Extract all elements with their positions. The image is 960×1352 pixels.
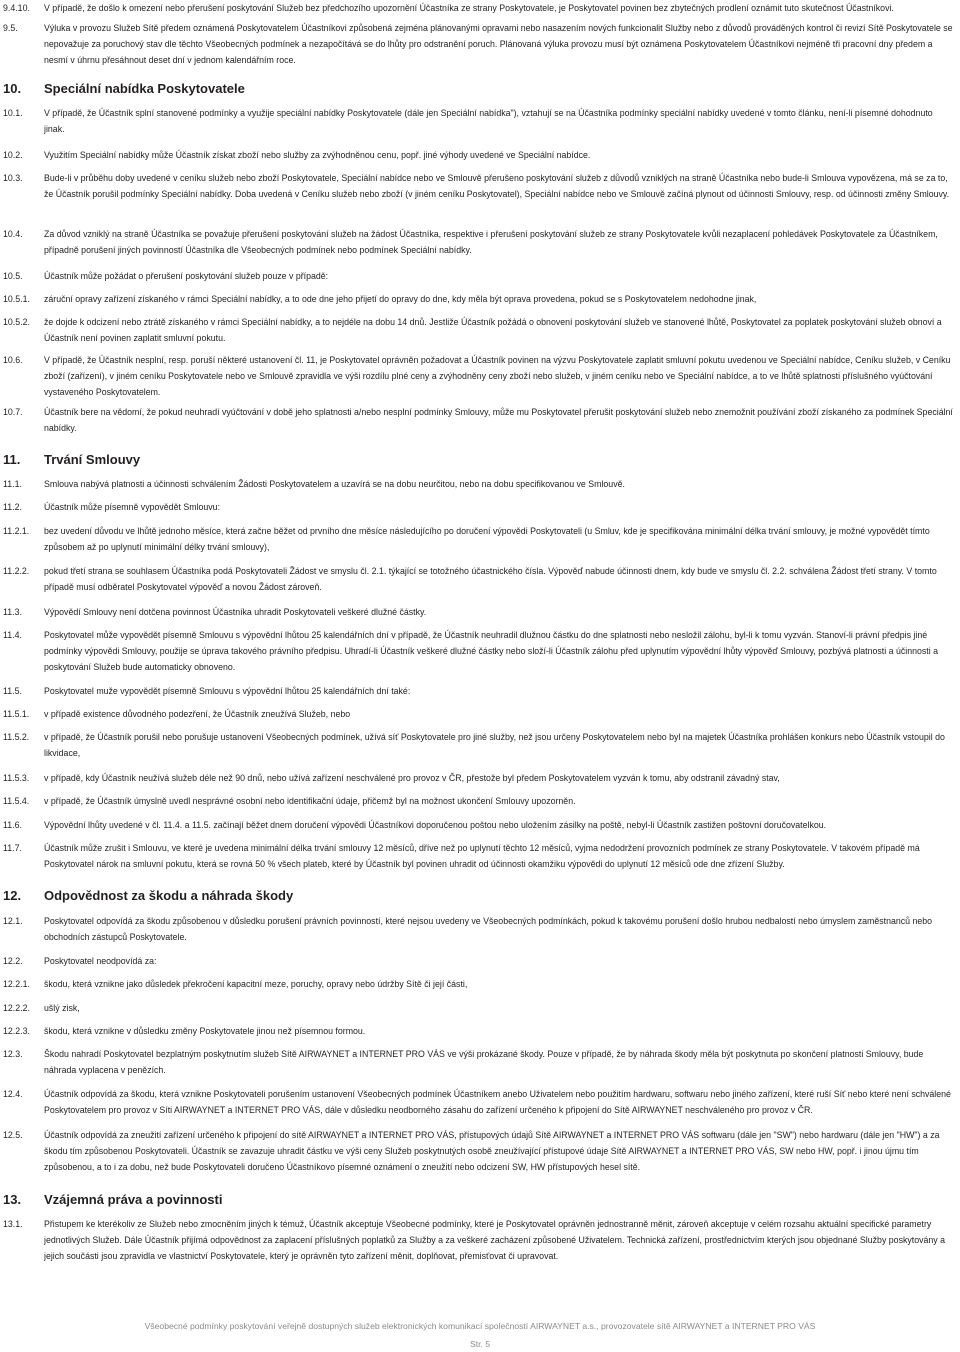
clause-text: Výpovědí Smlouvy není dotčena povinnost Účastníka uhradit Poskytovateli veškeré dlužné částky.	[44, 607, 427, 617]
clause-text: Výluka v provozu Služeb Sítě předem oznámená Poskytovatelem Účastníkovi způsobená zejména plánovanými opravami nebo nasazením nových funkcionalit Služby nebo z důvodů prováděných kontrol či revizí Sítě Poskytovatele se nepovažuje za poruchový stav dle těchto Všeobecných podmínek a nezapočítává se do lhůty pro odstranění poruch. Plánovaná výluka provozu musí být oznámena Poskytovatelem Účastníkovi nejméně tři pracovní dny předem a nesmí v úhrnu přesáhnout deset dní v jednom kalendářním roce.	[44, 23, 953, 65]
clause-text: Poskytovatel odpovídá za škodu způsobenou v důsledku porušení právních povinností, které nejsou uvedeny ve Všeobecných podmínkách, pokud k takovému porušení došlo hrubou nedbalostí nebo úmyslem zaměstnanců nebo obchodních zástupců Poskytovatele.	[44, 916, 933, 942]
clause-text: škodu, která vznikne jako důsledek překročení kapacitní meze, poruchy, opravy nebo údržby Sítě či její části,	[44, 979, 468, 989]
clause-number: 11.7.	[3, 843, 22, 853]
clause-text: Za důvod vzniklý na straně Účastníka se považuje přerušení poskytování služeb na žádost Účastníka, respektive i přerušení poskytování služeb ze strany Poskytovatele kvůli nezaplacení pohledávek Poskytovatele za Účastníkem, případně porušení jiných povinností Účastníka dle Všeobecných podmínek nebo podmínek Speciální nabídky.	[44, 229, 938, 255]
clause-11-5	[0, 683, 960, 699]
clause-number: 9.4.10.	[3, 3, 30, 13]
clause-text: Účastník může požádat o přerušení poskytování služeb pouze v případě:	[44, 271, 329, 281]
clause-number: 11.5.	[3, 686, 22, 696]
section-heading-10	[0, 80, 960, 98]
clause-number: 11.2.2.	[3, 566, 30, 576]
clause-12-5	[0, 1127, 960, 1175]
clause-text: ušlý zisk,	[44, 1003, 80, 1013]
page-number: Str. 5	[469, 1339, 491, 1349]
clause-text: Využitím Speciální nabídky může Účastník získat zboží nebo služby za zvýhodněnou cenu, popř. jiné výhody uvedené ve Speciální nabídce.	[44, 150, 591, 160]
clause-11-5-3	[0, 770, 960, 786]
clause-number: 12.2.	[3, 956, 23, 966]
clause-12-2-1	[0, 976, 960, 992]
clause-number: 10.7.	[3, 407, 23, 417]
clause-11-6	[0, 817, 960, 833]
clause-number: 11.2.	[3, 502, 22, 512]
clause-text: že dojde k odcizení nebo ztrátě získaného v rámci Speciální nabídky, a to nejdéle na dobu 14 dnů. Jestliže Účastník požádá o obnovení poskytování služeb ve stanovené lhůtě, Poskytovatel za poplatek poskytování služeb obnoví a Účastník není povinen zaplatit smluvní pokutu.	[44, 317, 942, 343]
clause-12-3	[0, 1046, 960, 1078]
clause-number: 12.2.3.	[3, 1026, 30, 1036]
clause-12-1	[0, 913, 960, 945]
clause-11-2-1	[0, 523, 960, 555]
clause-11-5-1	[0, 706, 960, 722]
clause-11-1	[0, 476, 960, 492]
clause-text: záruční opravy zařízení získaného v rámci Speciální nabídky, a to ode dne jeho přijetí do opravy do dne, kdy měla být oprava provedena, pokud se s Poskytovatelem nedohodne jinak,	[44, 294, 757, 304]
clause-number: 12.2.2.	[3, 1003, 30, 1013]
clause-12-2-3	[0, 1023, 960, 1039]
clause-text: Poskytovatel neodpovídá za:	[44, 956, 157, 966]
page-footer: Všeobecné podmínky poskytování veřejně dostupných služeb elektronických komunikací společností AIRWAYNET a.s., provozovatele sítě AIRWAYNET a INTERNET PRO VÁS	[144, 1321, 816, 1331]
clause-text: v případě, že Účastník úmyslně uvedl nesprávné osobní nebo identifikační údaje, přičemž byl na možnost ukončení Smlouvy upozorněn.	[44, 796, 576, 806]
clause-number: 9.5.	[3, 23, 18, 33]
clause-number: 10.5.2.	[3, 317, 30, 327]
clause-number: 12.1.	[3, 916, 23, 926]
clause-text: Účastník může písemně vypovědět Smlouvu:	[44, 502, 221, 512]
section-number: 13.	[3, 1192, 22, 1207]
clause-text: Smlouva nabývá platnosti a účinnosti schválením Žádosti Poskytovatelem a uzavírá se na dobu neurčitou, nebo na dobu specifikovanou ve Smlouvě.	[44, 479, 625, 489]
clause-text: V případě, že došlo k omezení nebo přerušení poskytování Služeb bez předchozího upozornění Účastníka ze strany Poskytovatele, je Poskytovatel povinen bez zbytečných prodlení oznámit tuto skutečnost Účastníkovi.	[44, 3, 894, 13]
clause-text: Účastník bere na vědomí, že pokud neuhradí vyúčtování v době jeho splatnosti a/nebo nesplní podmínky Smlouvy, může mu Poskytovatel přerušit poskytování služeb nebo znemožnit používání zboží získaného za podmínek Speciální nabídky.	[44, 407, 953, 433]
clause-11-3	[0, 604, 960, 620]
section-number: 11.	[3, 452, 21, 467]
clause-10-5	[0, 268, 960, 284]
clause-11-2	[0, 499, 960, 515]
clause-10-4	[0, 226, 960, 258]
clause-9-4-10	[0, 0, 960, 16]
clause-number: 11.4.	[3, 630, 22, 640]
section-title: Vzájemná práva a povinnosti	[44, 1192, 223, 1207]
clause-number: 11.2.1.	[3, 526, 30, 536]
section-title: Trvání Smlouvy	[44, 452, 141, 467]
clause-number: 10.6.	[3, 355, 23, 365]
clause-11-7	[0, 840, 960, 872]
clause-text: v případě existence důvodného podezření, že Účastník zneužívá Služeb, nebo	[44, 709, 351, 719]
clause-text: v případě, kdy Účastník neužívá služeb déle než 90 dnů, nebo užívá zařízení neschválené pro provoz v ČR, přestože byl předem Poskytovatelem vyzván k tomu, aby odstranil závadný stav,	[44, 773, 780, 783]
clause-text: Poskytovatel muže vypovědět písemně Smlouvu s výpovědní lhůtou 25 kalendářních dní také:	[44, 686, 411, 696]
clause-12-4	[0, 1086, 960, 1118]
clause-text: v případě, že Účastník porušil nebo porušuje ustanovení Všeobecných podmínek, užívá síť Poskytovatele pro jiné služby, než jsou určeny Poskytovatelem nebo byl na majetek Účastníka prohlášen konkurs nebo Účastník vstoupil do likvidace,	[44, 732, 945, 758]
clause-12-2	[0, 953, 960, 969]
clause-number: 10.4.	[3, 229, 23, 239]
clause-number: 11.6.	[3, 820, 22, 830]
clause-text: Přistupem ke kterékoliv ze Služeb nebo zmocněním jiných k témuž, Účastník akceptuje Všeobecné podmínky, které je Poskytovatel oprávněn jednostranně měnit, zároveň akceptuje v celém rozsahu aktuální specifické parametry jednotlivých Služeb. Dále Účastník přijímá odpovědnost za zaplacení příslušných poplatků za Služby a za veškeré zacházení způsobené Uživatelem. Technická zařízení, prostřednictvím kterých jsou objednané Služby poskytovány a jejich součásti jsou zpravidla ve vlastnictví Poskytovatele, který je oprávněn tyto zařízení měnit, doplňovat, přemisťovat či upravovat.	[44, 1219, 946, 1261]
clause-number: 10.2.	[3, 150, 23, 160]
clause-13-1	[0, 1216, 960, 1264]
clause-number: 11.5.1.	[3, 709, 30, 719]
clause-text: bez uvedení důvodu ve lhůtě jednoho měsíce, která začne běžet od prvního dne měsíce následujícího po doručení výpovědi Poskytovateli (u Smluv, kde je specifikována minimální délka trvání smlouvy, je možné vypovědět tímto způsobem až po uplynutí minimální délky trvání smlouvy),	[44, 526, 930, 552]
clause-number: 11.3.	[3, 607, 22, 617]
clause-text: škodu, která vznikne v důsledku změny Poskytovatele jinou než písemnou formou.	[44, 1026, 366, 1036]
clause-11-5-4	[0, 793, 960, 809]
clause-number: 11.5.2.	[3, 732, 30, 742]
clause-number: 12.3.	[3, 1049, 23, 1059]
clause-11-5-2	[0, 729, 960, 761]
clause-10-1	[0, 105, 960, 137]
clause-10-2	[0, 147, 960, 163]
clause-number: 10.5.	[3, 271, 23, 281]
clause-number: 13.1.	[3, 1219, 23, 1229]
clause-number: 10.5.1.	[3, 294, 30, 304]
clause-text: Účastník odpovídá za škodu, která vznikne Poskytovateli porušením ustanovení Všeobecných podmínek Účastníkem anebo Uživatelem nebo použitím hardwaru, softwaru nebo jiného zařízení, které ruší Síť nebo které není schválené Poskytovatelem pro provoz v Síti AIRWAYNET a INTERNET PRO VÁS, dále v důsledku neodborného zásahu do zařízení určeného k připojení do Sítě AIRWAYNET neschváleného pro provoz v ČR.	[44, 1089, 951, 1115]
clause-text: Výpovědní lhůty uvedené v čl. 11.4. a 11.5. začínají běžet dnem doručení výpovědi Účastníkovi doporučenou poštou nebo uložením zásilky na poště, nebyl-li Účastník zastižen poštovní doručovatelkou.	[44, 820, 827, 830]
clause-number: 11.5.3.	[3, 773, 30, 783]
clause-text: Účastník odpovídá za zneužití zařízení určeného k připojení do sítě AIRWAYNET a INTERNET PRO VÁS, přístupových údajů Sítě AIRWAYNET a INTERNET PRO VÁS softwaru (dále jen "SW") nebo hardwaru (dále jen "HW") a za škodu tím způsobenou Poskytovateli. Účastník se zavazuje uhradit částku ve výši ceny Služeb poskytnutých osobě zneužívající přístupové údaje Sítě AIRWAYNET a INTERNET PRO VÁS, SW nebo HW, popř. i jinou újmu tím způsobenou, a to i za dobu, než bude Poskytovateli doručeno Účastníkovo písemné oznámení o zneužití nebo odcizení SW, HW přístupových hesel sítě.	[44, 1130, 940, 1172]
clause-text: V případě, že Účastník nesplní, resp. poruší některé ustanovení čl. 11, je Poskytovatel oprávněn požadovat a Účastník povinen na výzvu Poskytovatele zaplatit smluvní pokutu uvedenou ve Speciální nabídce, Ceníku služeb, v Ceníku zboží (zařízení), v jiném ceníku Poskytovatele nebo ve Smlouvě zpravidla ve výši rozdílu plné ceny a zvýhodněny ceny zboží nebo služeb, v jiném ceníku nebo ve Speciální nabídce, a to ve lhůtě splatnosti příslušného vyúčtování vystaveného Poskytovatelem.	[44, 355, 951, 397]
clause-number: 11.5.4.	[3, 796, 30, 806]
clause-text: Poskytovatel může vypovědět písemně Smlouvu s výpovědní lhůtou 25 kalendářních dní v případě, že Účastník neuhradil dlužnou částku do dne splatnosti nebo nesložil zálohu, byl-li k tomu vyzván. Stanoví-li právní předpis jiné podmínky výpovědi Smlouvy, použije se úprava takového právního předpisu. Uhradí-li Účastník veškeré dlužné částky nebo složí-li Účastník zálohu před uplynutím výpovědní lhůty výpověď Smlouvy, pozbývá platnosti a účinnosti a poskytování Služeb bude automaticky obnoveno.	[44, 630, 939, 672]
clause-number: 12.4.	[3, 1089, 23, 1099]
clause-10-7	[0, 404, 960, 436]
clause-number: 10.1.	[3, 108, 23, 118]
clause-number: 11.1.	[3, 479, 22, 489]
clause-10-6	[0, 352, 960, 400]
section-number: 10.	[3, 81, 22, 96]
clause-10-5-2	[0, 314, 960, 346]
clause-11-4	[0, 627, 960, 675]
section-heading-12	[0, 887, 960, 905]
clause-text: Účastník může zrušit i Smlouvu, ve které je uvedena minimální délka trvání smlouvy 12 měsíců, dříve než po uplynutí těchto 12 měsíců, vyjma nedodržení provozních podmínek ze strany Poskytovatele. V takovém případě má Poskytovatel nárok na smluvní pokutu, která se rovná 50 % všech plateb, které by Účastník byl povinen uhradit od účinnosti okamžiku výpovědi do uplynutí 12 měsíců ode dne zřízení Služby.	[44, 843, 920, 869]
section-title: Speciální nabídka Poskytovatele	[44, 81, 245, 96]
clause-text: V případě, že Účastník splní stanovené podmínky a využije speciální nabídky Poskytovatele (dále jen Speciální nabídka"), vztahují se na Účastníka podmínky speciální nabídky uvedené v tomto článku, není-li písemné dohodnuto jinak.	[44, 108, 933, 134]
clause-11-2-2	[0, 563, 960, 595]
section-heading-13	[0, 1191, 960, 1209]
clause-10-3	[0, 170, 960, 202]
clause-number: 10.3.	[3, 173, 23, 183]
section-heading-11	[0, 451, 960, 469]
clause-9-5	[0, 20, 960, 68]
section-title: Odpovědnost za škodu a náhrada škody	[44, 888, 294, 903]
clause-number: 12.5.	[3, 1130, 23, 1140]
clause-text: Škodu nahradí Poskytovatel bezplatným poskytnutím služeb Sítě AIRWAYNET a INTERNET PRO VÁS ve výši prokázané škody. Pouze v případě, že by náhrada škody měla být poskytnuta po skončení platnosti Smlouvy, bude náhrada vyplacena v penězích.	[44, 1049, 924, 1075]
clause-text: Bude-li v průběhu doby uvedené v ceníku služeb nebo zboží Poskytovatele, Speciální nabídce nebo ve Smlouvě přerušeno poskytování služeb z důvodů vzniklých na straně Účastníka nebo bude-li Smlouva vypovězena, má se za to, že Účastník porušil podmínky Speciální nabídky. Doba uvedená v Ceníku služeb nebo zboží (v jiném ceníku Poskytovatel), Speciální nabídce nebo ve Smlouvě začíná plynout od účinnosti Smlouvy, resp. od účinnosti změny Smlouvy.	[44, 173, 950, 199]
clause-10-5-1	[0, 291, 960, 307]
clause-12-2-2	[0, 1000, 960, 1016]
clause-text: pokud třetí strana se souhlasem Účastníka podá Poskytovateli Žádost ve smyslu čl. 2.1. týkající se totožného účastnického čísla. Výpověď nabude účinnosti dnem, kdy bude ve smyslu čl. 2.2. schválena Žádost třetí strany. V tomto případě musí odběratel Poskytovatel výpověď a novou Žádost zároveň.	[44, 566, 937, 592]
clause-number: 12.2.1.	[3, 979, 30, 989]
section-number: 12.	[3, 888, 22, 903]
